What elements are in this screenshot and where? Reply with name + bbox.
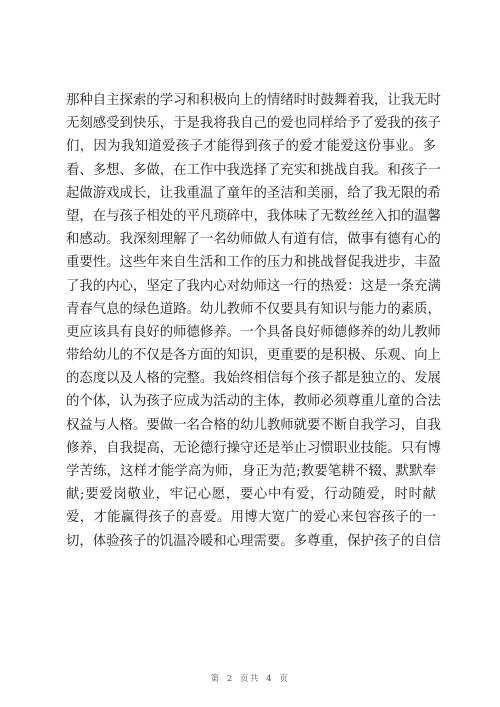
text-line: 无刻感受到快乐，于是我将我自己的爱也同样给予了爱我的孩子 [66, 116, 441, 132]
body-text [66, 89, 441, 553]
text-line: 切，体验孩子的饥温冷暖和心理需要。多尊重，保护孩子的自信 [66, 533, 441, 549]
text-line: 带给幼儿的不仅是各方面的知识，更重要的是积极、乐观、向上 [66, 348, 441, 364]
text-line: 了我的内心，坚定了我内心对幼师这一行的热爱：这是一条充满 [66, 278, 441, 294]
text-line: 望，在与孩子相处的平凡琐碎中，我体味了无数丝丝入扣的温馨 [66, 208, 441, 224]
text-line: 爱，才能赢得孩子的喜爱。用博大宽广的爱心来包容孩子的一 [66, 510, 436, 526]
text-line: 和感动。我深刻理解了一名幼师做人有道有信，做事有德有心的 [66, 232, 441, 248]
footer-prefix: 第 [210, 674, 221, 684]
text-line: 的态度以及人格的完整。我始终相信每个孩子都是独立的、发展 [66, 371, 441, 387]
text-line: 那种自主探索的学习和积极向上的情绪时时鼓舞着我，让我无时 [66, 93, 441, 108]
text-line: 们，因为我知道爱孩子才能得到孩子的爱才能爱这份事业。多 [66, 139, 436, 155]
footer-page-number: 2 [226, 674, 234, 684]
footer-total-pages: 4 [266, 674, 274, 684]
text-line: 的个体，认为孩子应成为活动的主体，教师必须尊重儿童的合法 [66, 394, 441, 410]
footer-middle: 页共 [239, 674, 260, 684]
footer-suffix: 页 [279, 674, 290, 684]
text-line: 更应该具有良好的师德修养。一个具备良好师德修养的幼儿教师 [66, 324, 441, 340]
text-line: 青春气息的绿色道路。幼儿教师不仅要具有知识与能力的素质， [66, 301, 441, 317]
text-line: 学苦练，这样才能学高为师，身正为范;教要笔耕不辍、默默奉 [66, 464, 436, 479]
text-line: 修养，自我提高，无论德行操守还是举止习惯职业技能。只有博 [66, 440, 441, 456]
text-line: 重要性。这些年来自生活和工作的压力和挑战督促我进步，丰盈 [66, 255, 441, 271]
page-footer [0, 672, 500, 684]
text-line: 看、多想、多做，在工作中我选择了充实和挑战自我。和孩子一 [66, 162, 441, 178]
text-line: 献;要爱岗敬业，牢记心愿，要心中有爱，行动随爱，时时献 [66, 487, 436, 503]
text-line: 起做游戏成长，让我重温了童年的圣洁和美丽，给了我无限的希 [66, 185, 441, 201]
text-line: 权益与人格。要做一名合格的幼儿教师就要不断自我学习，自我 [66, 417, 441, 433]
